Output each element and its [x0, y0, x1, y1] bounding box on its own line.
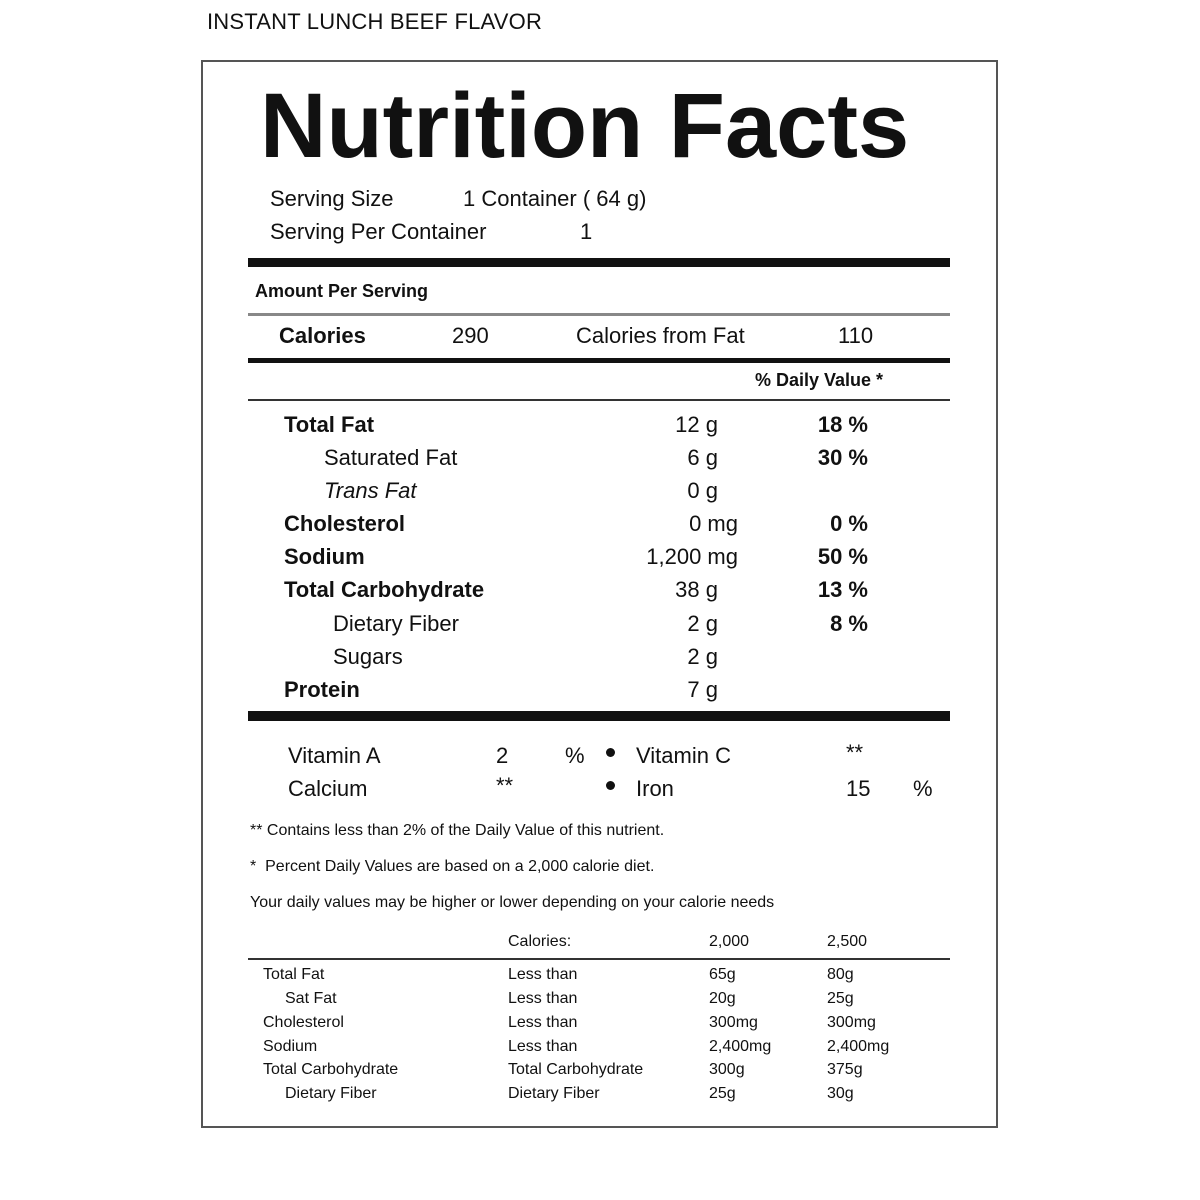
- calories-value: 290: [452, 323, 489, 348]
- ref-table-header: Calories:: [508, 933, 572, 950]
- serving-size-label: Serving Size: [270, 186, 394, 211]
- calories-from-fat-value: 110: [838, 323, 874, 348]
- ref-table-cell: Dietary Fiber: [508, 1085, 600, 1102]
- ref-table-cell: Sat Fat: [285, 990, 337, 1007]
- ref-table-cell: Dietary Fiber: [285, 1085, 377, 1102]
- nutrient-dv: 0 %: [830, 511, 868, 536]
- nutrient-name: Protein: [284, 677, 360, 702]
- divider: [248, 958, 950, 960]
- nutrient-name: Total Fat: [284, 412, 375, 437]
- nutrient-name: Sodium: [284, 544, 365, 569]
- nutrient-name: Saturated Fat: [324, 445, 458, 470]
- ref-table-header: 2,500: [827, 933, 868, 950]
- calories-from-fat-label: Calories from Fat: [576, 323, 745, 348]
- ref-table-cell: Sodium: [263, 1038, 318, 1055]
- bullet-icon: [606, 748, 615, 757]
- ref-table-cell: 25g: [709, 1085, 736, 1102]
- nutrient-amount: 6 g: [687, 445, 718, 470]
- nutrient-amount: 7 g: [687, 677, 718, 702]
- ref-table-cell: 20g: [709, 990, 736, 1007]
- iron-unit: %: [913, 776, 933, 801]
- bullet-icon: [606, 781, 615, 790]
- nutrient-amount: 12 g: [675, 412, 718, 437]
- calories-label: Calories: [279, 323, 366, 348]
- amount-per-serving: Amount Per Serving: [255, 281, 429, 301]
- footnote: Your daily values may be higher or lower depending on your calorie needs: [250, 894, 775, 911]
- nutrient-amount: 2 g: [687, 644, 718, 669]
- ref-table-cell: Total Fat: [263, 966, 325, 983]
- thick-divider: [248, 711, 950, 721]
- nutrient-dv: 18 %: [817, 412, 868, 437]
- nutrient-amount: 0 mg: [689, 511, 738, 536]
- nutrient-name: Trans Fat: [324, 478, 417, 503]
- vitamin-a-value: 2: [496, 743, 509, 768]
- ref-table-cell: 300mg: [827, 1014, 876, 1031]
- nutrient-amount: 1,200 mg: [646, 544, 738, 569]
- ref-table-cell: Cholesterol: [263, 1014, 344, 1031]
- calcium-label: Calcium: [288, 776, 368, 801]
- nutrient-amount: 38 g: [675, 577, 718, 602]
- nutrient-name: Sugars: [333, 644, 403, 669]
- ref-table-cell: 80g: [827, 966, 854, 983]
- footnote: ** Contains less than 2% of the Daily Value of this nutrient.: [250, 822, 665, 839]
- divider: [248, 399, 950, 401]
- ref-table-cell: 375g: [827, 1061, 863, 1078]
- vitamin-a-label: Vitamin A: [288, 743, 381, 768]
- ref-table-cell: 300g: [709, 1061, 745, 1078]
- ref-table-cell: 2,400mg: [827, 1038, 890, 1055]
- vitamin-c-label: Vitamin C: [636, 743, 731, 768]
- nutrient-name: Dietary Fiber: [333, 611, 459, 636]
- ref-table-cell: Total Carbohydrate: [263, 1061, 399, 1078]
- ref-table-cell: Less than: [508, 990, 578, 1007]
- nutrient-dv: 30 %: [817, 445, 868, 470]
- nutrient-amount: 2 g: [687, 611, 718, 636]
- nutrient-dv: 50 %: [817, 544, 868, 569]
- vitamin-a-unit: %: [565, 743, 585, 768]
- ref-table-cell: 65g: [709, 966, 736, 983]
- calcium-value: **: [496, 773, 514, 798]
- iron-label: Iron: [636, 776, 674, 801]
- ref-table-cell: 2,400mg: [709, 1038, 772, 1055]
- ref-table-header: 2,000: [709, 933, 750, 950]
- ref-table-cell: Less than: [508, 966, 578, 983]
- ref-table-cell: Less than: [508, 1038, 578, 1055]
- nutrient-amount: 0 g: [687, 478, 718, 503]
- nutrient-name: Cholesterol: [284, 511, 406, 536]
- ref-table-cell: 25g: [827, 990, 854, 1007]
- label-title: Nutrition Facts: [260, 75, 910, 177]
- ref-table-cell: Less than: [508, 1014, 578, 1031]
- serving-size-value: 1 Container ( 64 g): [463, 186, 647, 211]
- ref-table-cell: 30g: [827, 1085, 854, 1102]
- medium-divider: [248, 358, 950, 363]
- servings-per-container-value: 1: [580, 219, 593, 244]
- product-name: INSTANT LUNCH BEEF FLAVOR: [207, 9, 543, 34]
- ref-table-cell: Total Carbohydrate: [508, 1061, 644, 1078]
- footnote: * Percent Daily Values are based on a 2,000 calorie diet.: [250, 858, 655, 875]
- nutrient-name: Total Carbohydrate: [284, 577, 485, 602]
- divider: [248, 313, 950, 316]
- nutrient-dv: 8 %: [830, 611, 868, 636]
- daily-value-header: % Daily Value *: [755, 370, 884, 390]
- servings-per-container-label: Serving Per Container: [270, 219, 487, 244]
- ref-table-cell: 300mg: [709, 1014, 758, 1031]
- thick-divider: [248, 258, 950, 267]
- nutrient-dv: 13 %: [817, 577, 868, 602]
- iron-value: 15: [846, 776, 871, 801]
- vitamin-c-value: **: [846, 740, 864, 765]
